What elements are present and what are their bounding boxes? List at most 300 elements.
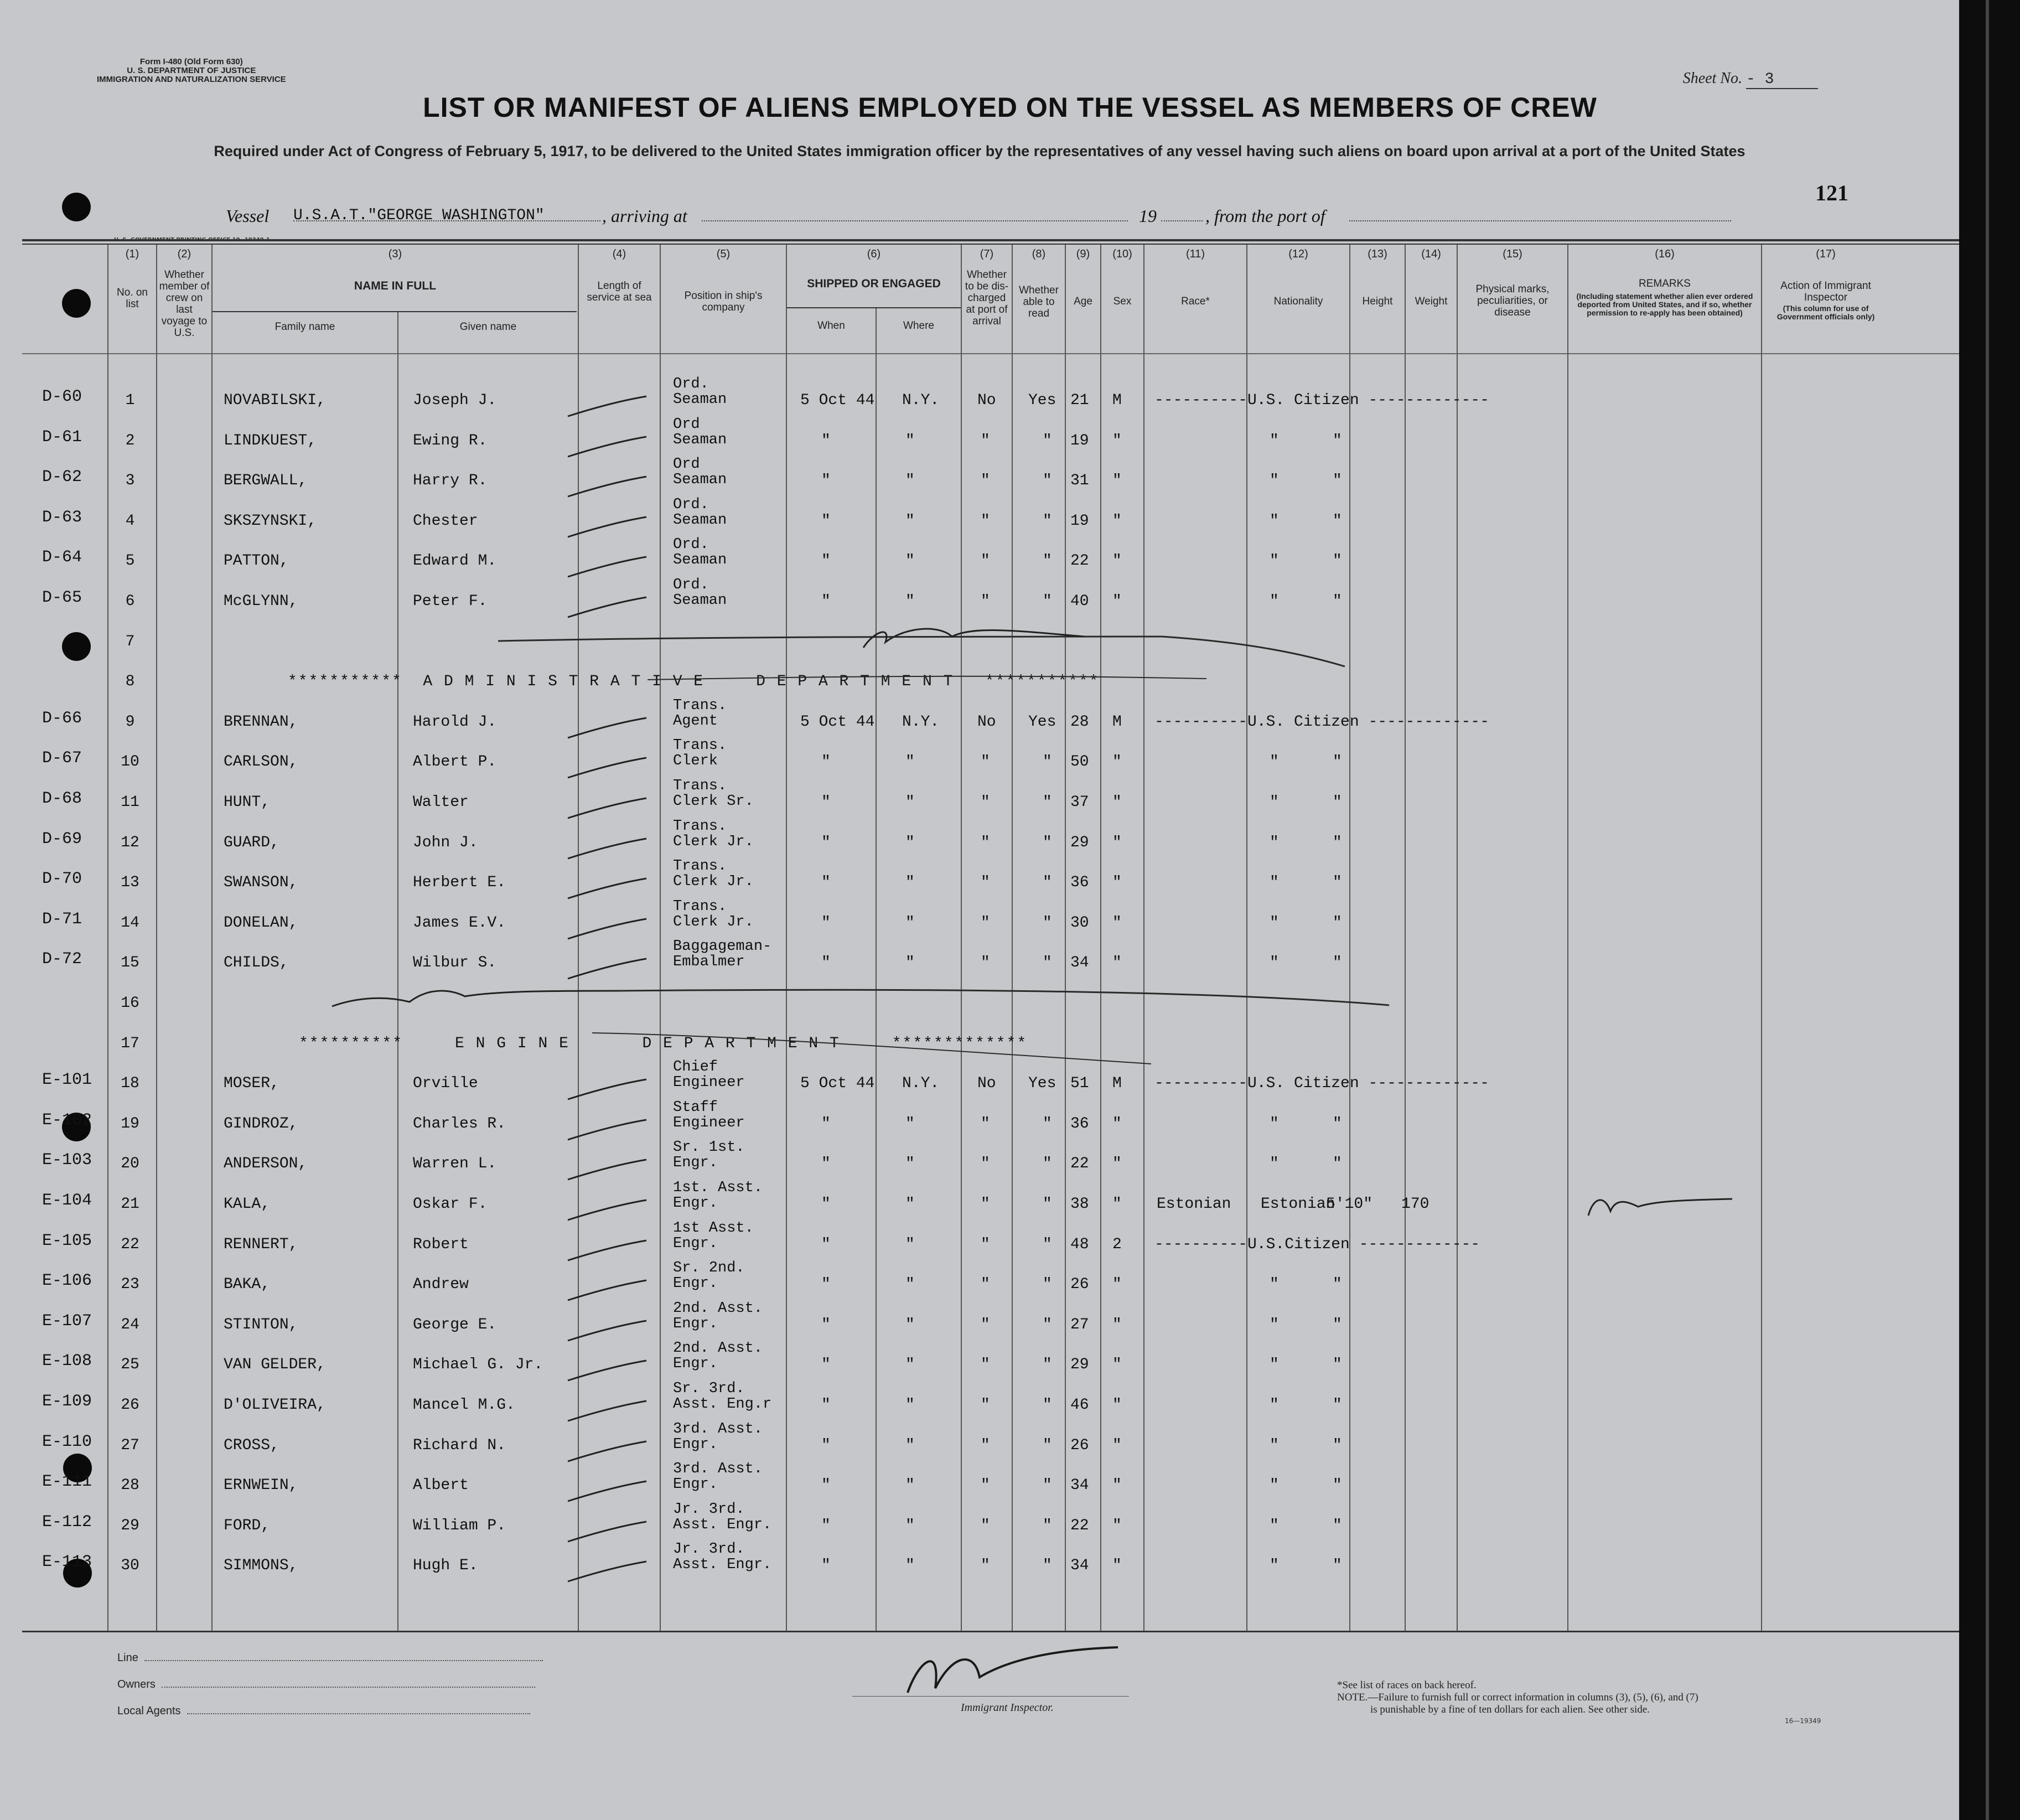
age: 37 [1070, 794, 1089, 811]
col-header-shipped-engaged: SHIPPED OR ENGAGED [807, 277, 941, 290]
crew-code: D-68 [42, 789, 82, 808]
col-subheader-when: When [817, 320, 845, 332]
given-name: William P. [413, 1517, 506, 1534]
shipped-where: " [905, 1477, 915, 1494]
service-tick [568, 437, 646, 457]
family-name: BRENNAN, [224, 713, 298, 731]
able-to-read: " [1043, 1356, 1052, 1373]
sex: " [1112, 753, 1122, 771]
sex: M [1112, 1075, 1122, 1092]
crew-code: D-62 [42, 468, 82, 487]
service-tick [568, 1522, 646, 1542]
given-name: Ewing R. [413, 432, 488, 449]
nationality-ditto: " [1333, 874, 1342, 891]
sex: " [1112, 1276, 1122, 1293]
able-to-read: " [1043, 1397, 1052, 1414]
position: Ord. Seaman [673, 376, 727, 408]
service-tick [568, 1481, 646, 1501]
shipped-when: " [821, 1196, 831, 1213]
col-header-sex: Sex [1113, 296, 1132, 307]
sex: " [1112, 1115, 1122, 1133]
nationality: Estonian [1261, 1196, 1335, 1213]
able-to-read: " [1043, 513, 1052, 530]
age: 30 [1070, 914, 1089, 932]
nationality-ditto: " [1333, 794, 1342, 811]
crew-code: E-105 [42, 1232, 92, 1250]
line-number: 10 [121, 753, 139, 771]
col-header-inspector-note: (This column for use of Government officials only) [1776, 304, 1875, 321]
discharged: " [981, 1276, 990, 1293]
shipped-where: " [905, 1115, 915, 1133]
discharged: " [981, 552, 990, 570]
family-name: KALA, [224, 1196, 271, 1213]
line-number: 17 [121, 1035, 139, 1052]
col-header-race: Race* [1181, 296, 1210, 307]
sex: M [1112, 392, 1122, 409]
col-header-prior-voyage: Whether member of crew on last voyage to U.S. [159, 269, 210, 339]
col-num: (7) [980, 248, 994, 260]
position: Trans. Clerk Jr. [673, 858, 754, 890]
nationality-ditto: " [1333, 1517, 1342, 1534]
age: 29 [1070, 834, 1089, 851]
shipped-when: " [821, 1437, 831, 1454]
able-to-read: " [1043, 1477, 1052, 1494]
age: 31 [1070, 472, 1089, 489]
shipped-where: " [905, 954, 915, 971]
crew-code: D-63 [42, 508, 82, 527]
col-num: (6) [867, 248, 881, 260]
position: Jr. 3rd. Asst. Engr. [673, 1501, 772, 1533]
col-header-position: Position in ship's company [684, 290, 763, 313]
discharged: " [981, 1196, 990, 1213]
crew-code: D-67 [42, 749, 82, 768]
line-number: 18 [121, 1075, 139, 1092]
discharged: " [981, 513, 990, 530]
line-number: 29 [121, 1517, 139, 1534]
crew-code: D-66 [42, 709, 82, 728]
family-name: SWANSON, [224, 874, 298, 891]
family-name: MOSER, [224, 1075, 279, 1092]
col-subheader-given-name: Given name [459, 321, 517, 333]
service-tick [568, 1240, 646, 1260]
nationality-ditto: " [1333, 753, 1342, 771]
service-tick [568, 477, 646, 497]
service-tick [568, 1441, 646, 1461]
nationality-ditto: " [1333, 1397, 1342, 1414]
col-num: (15) [1503, 248, 1522, 260]
races-note: *See list of races on back hereof. [1337, 1679, 1477, 1691]
col-subheader-where: Where [903, 320, 934, 332]
given-name: Joseph J. [413, 392, 497, 409]
position: Ord Seaman [673, 416, 727, 448]
crew-code: E-102 [42, 1111, 92, 1130]
position: 3rd. Asst. Engr. [673, 1421, 763, 1453]
sex: " [1112, 513, 1122, 530]
shipped-when: " [821, 1356, 831, 1373]
family-name: D'OLIVEIRA, [224, 1397, 326, 1414]
position: 1st Asst. Engr. [673, 1220, 754, 1252]
shipped-where: N.Y. [902, 392, 940, 409]
discharged: " [981, 1437, 990, 1454]
service-tick [568, 597, 646, 617]
shipped-when: " [821, 1276, 831, 1293]
discharged: " [981, 1316, 990, 1333]
nationality: " [1270, 432, 1279, 449]
discharged: No [977, 392, 996, 409]
family-name: DONELAN, [224, 914, 298, 932]
sex: " [1112, 1477, 1122, 1494]
family-name: CROSS, [224, 1437, 279, 1454]
position: Trans. Clerk [673, 737, 727, 769]
line-number: 14 [121, 914, 139, 932]
given-name: Hugh E. [413, 1557, 478, 1574]
position: 2nd. Asst. Engr. [673, 1300, 763, 1332]
family-name: PATTON, [224, 552, 289, 570]
shipped-when: " [821, 472, 831, 489]
col-num: (14) [1421, 248, 1441, 260]
age: 19 [1070, 432, 1089, 449]
nationality-ditto: " [1333, 552, 1342, 570]
crew-code: D-60 [42, 387, 82, 406]
line-number: 7 [125, 633, 135, 650]
col-header-height: Height [1362, 296, 1393, 307]
family-name: GINDROZ, [224, 1115, 298, 1133]
crew-code: D-72 [42, 950, 82, 969]
local-agents-label: Local Agents [117, 1705, 181, 1717]
family-name: FORD, [224, 1517, 271, 1534]
line-number: 11 [121, 794, 139, 811]
sex: " [1112, 794, 1122, 811]
col-num: (9) [1076, 248, 1090, 260]
age: 21 [1070, 392, 1089, 409]
able-to-read: " [1043, 432, 1052, 449]
line-number: 1 [125, 392, 135, 409]
nationality-ditto: " [1333, 1115, 1342, 1133]
age: 36 [1070, 1115, 1089, 1133]
print-code: 16—19349 [1785, 1717, 1821, 1725]
given-name: Albert [413, 1477, 469, 1494]
col-num: (11) [1185, 248, 1205, 260]
able-to-read: " [1043, 1155, 1052, 1172]
line-number: 20 [121, 1155, 139, 1172]
nationality-ditto: " [1333, 834, 1342, 851]
given-name: Walter [413, 794, 469, 811]
shipped-where: " [905, 1437, 915, 1454]
able-to-read: " [1043, 874, 1052, 891]
discharged: " [981, 1557, 990, 1574]
crew-code: D-64 [42, 548, 82, 567]
nationality: " [1270, 472, 1279, 489]
col-num: (13) [1368, 248, 1387, 260]
given-name: Warren L. [413, 1155, 497, 1172]
family-name: VAN GELDER, [224, 1356, 326, 1373]
inspector-initials [1588, 1199, 1732, 1216]
discharged: " [981, 1517, 990, 1534]
shipped-where: " [905, 1316, 915, 1333]
family-name: BAKA, [224, 1276, 271, 1293]
nationality: " [1270, 593, 1279, 610]
crew-code: E-112 [42, 1513, 92, 1532]
service-tick [568, 959, 646, 979]
position: Chief Engineer [673, 1059, 745, 1091]
age: 36 [1070, 874, 1089, 891]
given-name: Chester [413, 513, 478, 530]
nationality: " [1270, 1155, 1279, 1172]
shipped-where: " [905, 914, 915, 932]
service-tick [568, 1401, 646, 1421]
able-to-read: " [1043, 593, 1052, 610]
age: 27 [1070, 1316, 1089, 1333]
sheet-value: - 3 [1746, 71, 1818, 89]
col-num: (4) [612, 248, 626, 260]
sex: " [1112, 1356, 1122, 1373]
shipped-where: " [905, 472, 915, 489]
sex: 2 [1112, 1236, 1122, 1253]
col-num: (10) [1112, 248, 1132, 260]
department-name: U. S. DEPARTMENT OF JUSTICE [127, 66, 256, 75]
shipped-when: " [821, 954, 831, 971]
position: Baggageman- Embalmer [673, 938, 772, 970]
nationality: " [1270, 1356, 1279, 1373]
col-num: (1) [125, 248, 139, 260]
service-tick [568, 1321, 646, 1341]
shipped-when: " [821, 1236, 831, 1253]
age: 34 [1070, 1557, 1089, 1574]
shipped-where: " [905, 753, 915, 771]
nationality-ditto: " [1333, 1557, 1342, 1574]
shipped-where: " [905, 1196, 915, 1213]
nationality: " [1270, 1397, 1279, 1414]
discharged: " [981, 794, 990, 811]
position: Trans. Clerk Jr. [673, 898, 754, 930]
penalty-note-cont: is punishable by a fine of ten dollars for each alien. See other side. [1370, 1704, 1650, 1715]
col-num: (3) [388, 248, 402, 260]
given-name: Wilbur S. [413, 954, 497, 971]
nationality-ditto: " [1333, 1155, 1342, 1172]
nationality: " [1270, 1517, 1279, 1534]
shipped-when: " [821, 753, 831, 771]
owners-label: Owners [117, 1678, 156, 1690]
given-name: Mancel M.G. [413, 1397, 515, 1414]
divider-stroke [620, 990, 1389, 1005]
nationality-ditto: " [1333, 593, 1342, 610]
crew-code: E-103 [42, 1151, 92, 1170]
nationality: " [1270, 552, 1279, 570]
nationality: " [1270, 753, 1279, 771]
from-port-label: , from the port of [1205, 206, 1325, 226]
position: Ord Seaman [673, 456, 727, 488]
nationality-ditto: " [1333, 1477, 1342, 1494]
family-name: BERGWALL, [224, 472, 308, 489]
given-name: Richard N. [413, 1437, 506, 1454]
shipped-when: " [821, 794, 831, 811]
line-number: 30 [121, 1557, 139, 1574]
sex: " [1112, 1437, 1122, 1454]
shipped-when: " [821, 874, 831, 891]
nationality-ditto: " [1333, 1316, 1342, 1333]
position: Trans. Clerk Sr. [673, 778, 754, 810]
age: 34 [1070, 954, 1089, 971]
shipped-where: " [905, 794, 915, 811]
service-tick [568, 517, 646, 537]
sex: " [1112, 1316, 1122, 1333]
nationality-ditto: " [1333, 1276, 1342, 1293]
shipped-when: " [821, 593, 831, 610]
col-header-remarks-note: (Including statement whether alien ever ordered deported from United States, and if so, whether permission to re-apply has been obtained) [1576, 292, 1753, 317]
nationality: " [1270, 513, 1279, 530]
given-name: George E. [413, 1316, 497, 1333]
nationality: ----------U.S. Citizen ------------- [1154, 392, 1489, 409]
able-to-read: Yes [1028, 392, 1056, 409]
given-name: Herbert E. [413, 874, 506, 891]
service-tick [568, 396, 646, 416]
age: 50 [1070, 753, 1089, 771]
position: Jr. 3rd. Asst. Engr. [673, 1541, 772, 1573]
crew-code: D-70 [42, 870, 82, 888]
able-to-read: " [1043, 794, 1052, 811]
position: 2nd. Asst. Engr. [673, 1340, 763, 1372]
department-heading: ********** E N G I N E D E P A R T M E N T ************* [299, 1035, 1028, 1052]
family-name: McGLYNN, [224, 593, 298, 610]
service-tick [568, 1120, 646, 1140]
shipped-when: " [821, 1557, 831, 1574]
weight: 170 [1401, 1196, 1429, 1213]
shipped-where: N.Y. [902, 1075, 940, 1092]
col-header-no-on-list: No. on list [117, 287, 148, 310]
age: 34 [1070, 1477, 1089, 1494]
position: Sr. 2nd. Engr. [673, 1260, 745, 1292]
position: Trans. Agent [673, 697, 727, 730]
shipped-when: " [821, 1155, 831, 1172]
nationality: " [1270, 1316, 1279, 1333]
shipped-where: " [905, 1236, 915, 1253]
shipped-when: " [821, 834, 831, 851]
given-name: Harold J. [413, 713, 497, 731]
form-number: Form I-480 (Old Form 630) [139, 57, 243, 66]
family-name: NOVABILSKI, [224, 392, 326, 409]
position: Ord. Seaman [673, 497, 727, 529]
able-to-read: " [1043, 753, 1052, 771]
nationality-ditto: " [1333, 1356, 1342, 1373]
service-name: IMMIGRATION AND NATURALIZATION SERVICE [97, 75, 286, 84]
nationality: " [1270, 914, 1279, 932]
nationality-ditto: " [1333, 472, 1342, 489]
able-to-read: " [1043, 1276, 1052, 1293]
col-num: (17) [1816, 248, 1836, 260]
sex: " [1112, 552, 1122, 570]
crew-code: E-107 [42, 1312, 92, 1331]
page-subtitle: Required under Act of Congress of February 5, 1917, to be delivered to the United States immigration officer by the representatives of any vessel having such aliens on board upon arrival at a port of the United States [214, 143, 1746, 159]
shipped-when: " [821, 513, 831, 530]
page-number: 121 [1815, 180, 1848, 205]
divider-stroke [498, 637, 1345, 666]
shipped-where: " [905, 1276, 915, 1293]
family-name: LINDKUEST, [224, 432, 317, 449]
discharged: " [981, 1236, 990, 1253]
family-name: GUARD, [224, 834, 279, 851]
discharged: " [981, 593, 990, 610]
sex: " [1112, 914, 1122, 932]
nationality: ----------U.S.Citizen ------------- [1154, 1236, 1480, 1253]
age: 26 [1070, 1276, 1089, 1293]
discharged: " [981, 1477, 990, 1494]
service-tick [568, 1200, 646, 1220]
line-number: 9 [125, 713, 135, 731]
crew-code: D-71 [42, 910, 82, 929]
line-number: 8 [125, 673, 135, 690]
given-name: Charles R. [413, 1115, 506, 1133]
given-name: James E.V. [413, 914, 506, 932]
age: 28 [1070, 713, 1089, 731]
able-to-read: Yes [1028, 1075, 1056, 1092]
sex: " [1112, 1517, 1122, 1534]
shipped-when: " [821, 432, 831, 449]
col-header-length-of-service: Length of service at sea [587, 280, 652, 303]
shipped-when: " [821, 914, 831, 932]
nationality: " [1270, 1557, 1279, 1574]
page-title: LIST OR MANIFEST OF ALIENS EMPLOYED ON THE VESSEL AS MEMBERS OF CREW [423, 92, 1597, 123]
service-tick [568, 878, 646, 898]
line-number: 12 [121, 834, 139, 851]
position: 3rd. Asst. Engr. [673, 1461, 763, 1493]
position: Ord. Seaman [673, 536, 727, 568]
discharged: " [981, 914, 990, 932]
service-tick [568, 839, 646, 859]
inspector-label: Immigrant Inspector. [961, 1702, 1054, 1714]
shipped-where: " [905, 1155, 915, 1172]
discharged: " [981, 1115, 990, 1133]
able-to-read: " [1043, 1437, 1052, 1454]
sex: " [1112, 1155, 1122, 1172]
family-name: SKSZYNSKI, [224, 513, 317, 530]
nationality-ditto: " [1333, 954, 1342, 971]
family-name: ERNWEIN, [224, 1477, 298, 1494]
service-tick [568, 919, 646, 939]
nationality-ditto: " [1333, 432, 1342, 449]
sex: " [1112, 1557, 1122, 1574]
position: Sr. 3rd. Asst. Eng.r [673, 1380, 772, 1413]
position: 1st. Asst. Engr. [673, 1180, 763, 1212]
col-header-age: Age [1074, 296, 1092, 307]
race: Estonian [1157, 1196, 1231, 1213]
line-number: 28 [121, 1477, 139, 1494]
shipped-where: " [905, 1557, 915, 1574]
age: 40 [1070, 593, 1089, 610]
family-name: HUNT, [224, 794, 271, 811]
shipped-where: " [905, 1517, 915, 1534]
family-name: CHILDS, [224, 954, 289, 971]
sex: " [1112, 834, 1122, 851]
discharged: " [981, 874, 990, 891]
sex: " [1112, 432, 1122, 449]
shipped-when: " [821, 1397, 831, 1414]
line-number: 4 [125, 513, 135, 530]
shipped-when: " [821, 1115, 831, 1133]
crew-code: D-69 [42, 830, 82, 849]
nationality: " [1270, 794, 1279, 811]
shipped-when: " [821, 1316, 831, 1333]
shipped-where: " [905, 1356, 915, 1373]
age: 19 [1070, 513, 1089, 530]
age: 29 [1070, 1356, 1089, 1373]
sex: " [1112, 472, 1122, 489]
line-number: 24 [121, 1316, 139, 1333]
discharged: " [981, 753, 990, 771]
position: Ord. Seaman [673, 577, 727, 609]
able-to-read: " [1043, 834, 1052, 851]
crew-code: E-104 [42, 1191, 92, 1210]
line-number: 13 [121, 874, 139, 891]
